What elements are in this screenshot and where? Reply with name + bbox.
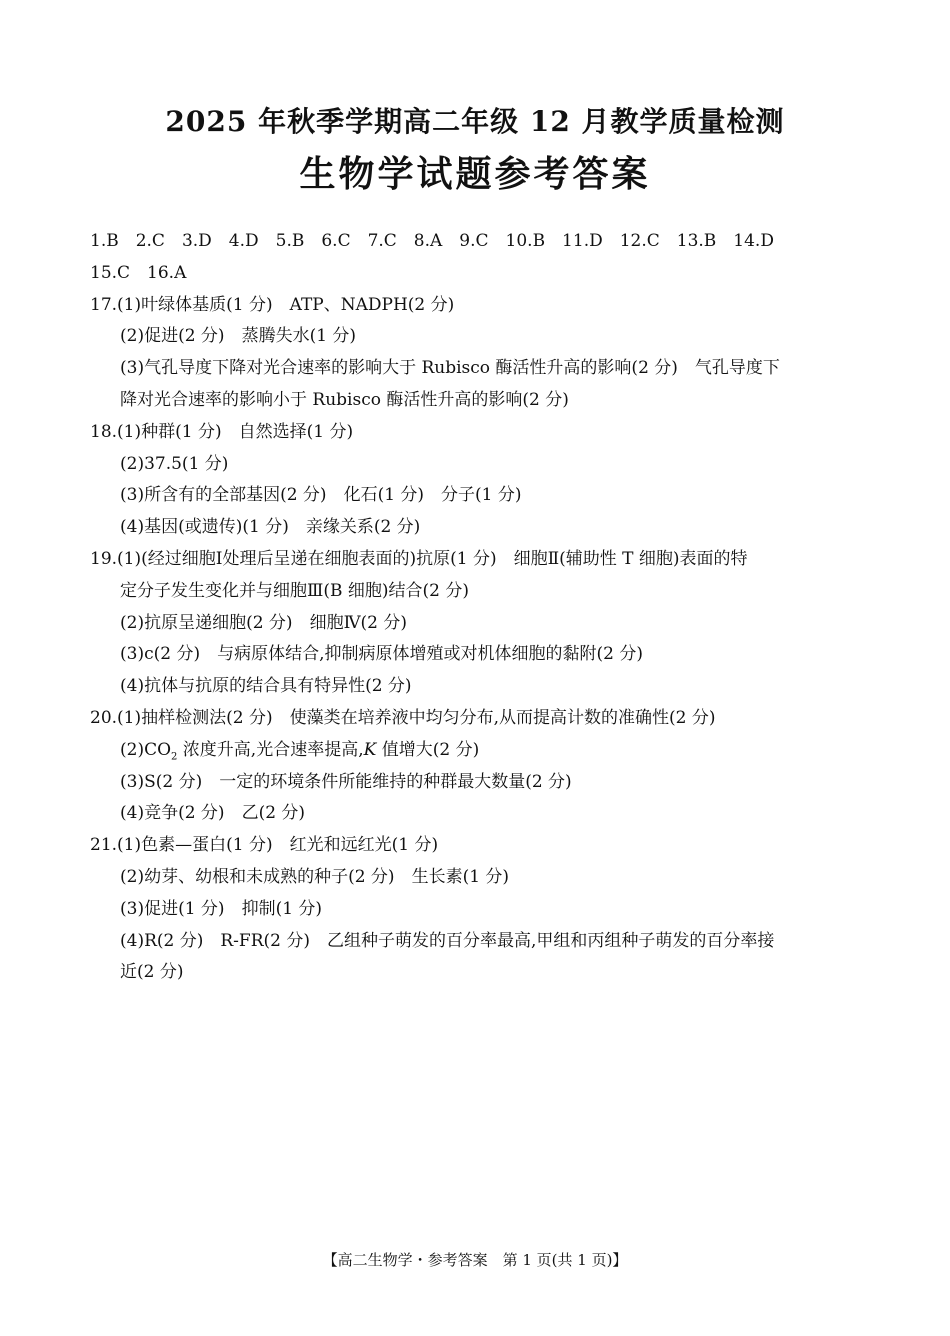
q21-part1: 21.(1)色素—蛋白(1 分) 红光和远红光(1 分)	[90, 835, 439, 856]
q20-part2-prefix: (2)CO	[120, 739, 172, 760]
q20-part2-mid: 浓度升高,光合速率提高,	[177, 739, 364, 760]
q17-part3a: (3)气孔导度下降对光合速率的影响大于 Rubisco 酶活性升高的影响(2 分) 气孔导度下	[120, 358, 780, 379]
answer-content	[90, 226, 865, 989]
q21-part2: (2)幼芽、幼根和未成熟的种子(2 分) 生长素(1 分)	[120, 866, 510, 887]
q19-part4: (4)抗体与抗原的结合具有特异性(2 分)	[120, 676, 412, 697]
q17-part1: 17.(1)叶绿体基质(1 分) ATP、NADPH(2 分)	[90, 294, 455, 315]
q20-part2-k: K	[363, 739, 377, 760]
page-title-line1: 2025 年秋季学期高二年级 12 月教学质量检测	[165, 105, 785, 138]
mc-answers-line2: 15.C 16.A	[90, 262, 187, 283]
q20-part3: (3)S(2 分) 一定的环境条件所能维持的种群最大数量(2 分)	[120, 771, 572, 792]
q17-part3b: 降对光合速率的影响小于 Rubisco 酶活性升高的影响(2 分)	[120, 389, 569, 410]
q21-part4a: (4)R(2 分) R-FR(2 分) 乙组种子萌发的百分率最高,甲组和丙组种子萌发的百分率接	[120, 930, 775, 951]
q21-part3: (3)促进(1 分) 抑制(1 分)	[120, 898, 323, 919]
q18-part3: (3)所含有的全部基因(2 分) 化石(1 分) 分子(1 分)	[120, 485, 522, 506]
q20-part2-subscript: 2	[171, 751, 178, 763]
q18-part4: (4)基因(或遗传)(1 分) 亲缘关系(2 分)	[120, 517, 421, 538]
q20-part1: 20.(1)抽样检测法(2 分) 使藻类在培养液中均匀分布,从而提高计数的准确性(2 分)	[90, 707, 716, 728]
page-footer: 【高二生物学・参考答案 第 1 页(共 1 页)】	[322, 1251, 628, 1269]
q19-part1b: 定分子发生变化并与细胞Ⅲ(B 细胞)结合(2 分)	[120, 580, 470, 601]
q18-part2: (2)37.5(1 分)	[120, 453, 229, 474]
q20-part2	[90, 735, 865, 767]
q19-part3: (3)c(2 分) 与病原体结合,抑制病原体增殖或对机体细胞的黏附(2 分)	[120, 644, 643, 665]
mc-answers-line1: 1.B 2.C 3.D 4.D 5.B 6.C 7.C 8.A 9.C 10.B 11.D 12.C 13.B 14.D	[90, 231, 774, 251]
q18-part1: 18.(1)种群(1 分) 自然选择(1 分)	[90, 421, 354, 442]
q20-part4: (4)竞争(2 分) 乙(2 分)	[120, 803, 306, 824]
q19-part1a: 19.(1)(经过细胞Ⅰ处理后呈递在细胞表面的)抗原(1 分) 细胞Ⅱ(辅助性 T 细胞)表面的特	[90, 548, 748, 569]
q21-part4b: 近(2 分)	[120, 962, 184, 983]
q17-part2: (2)促进(2 分) 蒸腾失水(1 分)	[120, 326, 357, 347]
page-title-line2: 生物学试题参考答案	[299, 153, 651, 195]
q19-part2: (2)抗原呈递细胞(2 分) 细胞Ⅳ(2 分)	[120, 612, 408, 633]
q20-part2-suffix: 值增大(2 分)	[376, 739, 480, 760]
